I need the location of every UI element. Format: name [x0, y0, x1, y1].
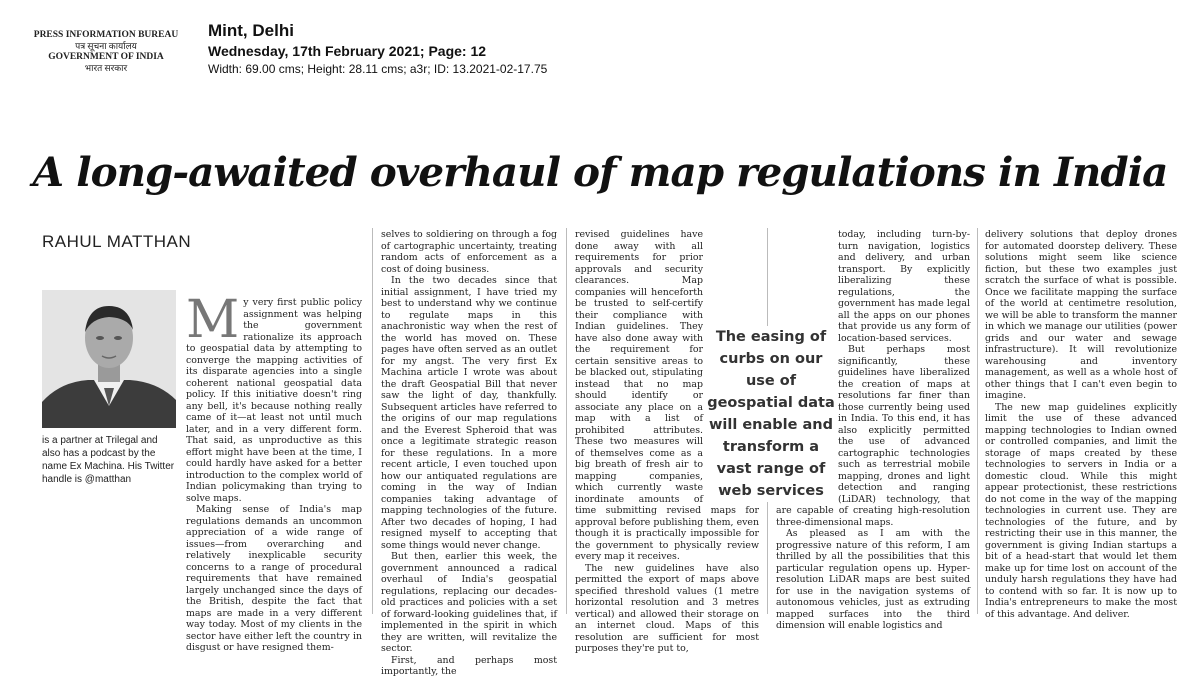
- column-divider: [566, 228, 567, 614]
- paragraph: But perhaps most significantly, these guidelines have liberalized the creation of maps at resolutions far finer than those currently being used in India. To this end, it has also explicitly permitted the use of advanced cartographic technologies such as terrestrial mobile mapping, drones and light detection and ranging (LiDAR) technology, that are capable of creating high-resolution three-dimensional maps.: [776, 344, 970, 528]
- paragraph: As pleased as I am with the progressive nature of this reform, I am thrilled by all the possibilities that this particular regulation opens up. Hyper-resolution LiDAR maps are best suited for use in the navigation systems of autonomous vehicles, just as extruding mapped surfaces into the third dimension will enable logistics and: [776, 528, 970, 631]
- paragraph: today, including turn-by-turn navigation, logistics and delivery, and urban transport. By explicitly liberalizing these regulations, the government has made legal all the apps on our phones that provide us any form of location-based services.: [838, 229, 970, 344]
- paragraph: selves to soldiering on through a fog of cartographic uncertainty, treating random acts of enforcement as a cost of doing business.: [381, 229, 557, 275]
- paragraph: My very first public policy assignment was helping the government rationalize its approach to geospatial data by attempting to converge the mapping activities of its disparate agencies into a single coherent national geospatial data policy. If this initiative doesn't ring any bell, it's because nothing really came of it—at least not until much later, and in a very different form. That said, as unproductive as this effort might have been at the time, I could hardly have asked for a better introduction to the complex world of Indian policymaking than trying to solve maps.: [186, 290, 362, 504]
- bureau-name: PRESS INFORMATION BUREAU: [33, 30, 179, 40]
- author-byline: RAHUL MATTHAN: [42, 232, 192, 251]
- paragraph: But then, earlier this week, the government announced a radical overhaul of India's geospatial regulations, replacing our decades-old practices and policies with a set of forward-looking guidelines that, if implemented in the spirit in which they are written, will revitalize the sector.: [381, 551, 557, 654]
- article-headline: A long-awaited overhaul of map regulations in India: [32, 148, 1168, 196]
- article-column-5: [985, 229, 1177, 620]
- author-photo: [42, 290, 176, 428]
- bureau-name-hindi: पत्र सूचना कार्यालय: [75, 41, 137, 51]
- paragraph: delivery solutions that deploy drones for automated doorstep delivery. These solutions might seem like science fiction, but these two examples just scratch the surface of what is possible. Once we facilitate mapping the surface of the world at centimetre resolution, we will be able to transform the manner in which we manage our utilities (power grids and our water and sewage infrastructure). It will revolutionize warehousing and inventory management, as well as a whole host of other things that I can't even begin to imagine.: [985, 229, 1177, 401]
- drop-cap: M: [186, 290, 240, 350]
- column-divider: [977, 228, 978, 614]
- publication-name: Mint, Delhi: [208, 21, 294, 40]
- author-bio: is a partner at Trilegal and also has a podcast by the name Ex Machina. His Twitter handle is @matthan: [42, 435, 175, 485]
- paragraph: revised guidelines have done away with all requirements for prior approvals and security clearances. Map companies will henceforth be trusted to self-certify their compliance with Indian guidelines. They have also done away with the requirement for certain sensitive areas to be blacked out, stipulating instead that no map should identify or associate any place on a map with a list of prohibited attributes. These two measures will of themselves come as a big breath of fresh air to mapping companies, which currently waste inordinate amounts of time submitting revised maps for approval before publishing them, even though it is practically impossible for the government to physically review every map it receives.: [575, 229, 759, 562]
- paragraph: The new map guidelines explicitly limit the use of these advanced mapping technologies to Indian owned or controlled companies, and limit the storage of maps created by these technologies to servers in India or a domestic cloud. While this might appear protectionist, these restrictions do not come in the way of the mapping technologies in current use. They are technologies of the future, and by restricting their use in this manner, the government is giving Indian startups a bit of a head-start that would let them make up for time lost on account of the unduly harsh regulations they have had to contend with so far. It is now up to India's entrepreneurs to make the most of this advantage. And deliver.: [985, 401, 1177, 620]
- pib-masthead: [8, 30, 204, 74]
- pull-quote: The easing of curbs on our use of geospatial data will enable and transform a vast range of web services: [706, 326, 836, 502]
- publication-date: Wednesday, 17th February 2021; Page: 12: [208, 43, 487, 59]
- paragraph: In the two decades since that initial assignment, I have tried my best to understand why we continue to regulate maps in this anachronistic way when the rest of the world has moved on. These pages have often served as an outlet for my angst. The very first Ex Machina article I wrote was about the draft Geospatial Bill that never saw the light of day, thankfully. Subsequent articles have referred to the origins of our map regulations and the Everest Spheroid that was once a legitimate strategic reason for these regulations. In a more recent article, I even touched upon how our antiquated regulations are coming in the way of Indian companies taking advantage of mapping technologies of the future. After two decades of hoping, I had resigned myself to accepting that some things would never change.: [381, 275, 557, 551]
- column-divider: [372, 228, 373, 614]
- article-column-1: [186, 290, 362, 653]
- government-name-hindi: भारत सरकार: [84, 63, 128, 73]
- government-name: GOVERNMENT OF INDIA: [48, 52, 164, 62]
- paragraph: Making sense of India's map regulations demands an uncommon appreciation of a wide range of issues—from overarching and relatively inexplicable security concerns to a range of procedural requirements that have remained largely unchanged since the days of the British, despite the fact that maps are made in a very different way today. Most of my clients in the sector have either left the country in disgust or have resigned them-: [186, 504, 362, 653]
- paragraph: First, and perhaps most importantly, the: [381, 654, 557, 677]
- paragraph: The new guidelines have also permitted the export of maps above specified threshold values (1 metre horizontal resolution and 3 metres vertical) and allowed their storage on an internet cloud. Maps of this resolution are sufficient for most purposes they're put to,: [575, 562, 759, 654]
- clipping-meta: [208, 20, 547, 78]
- article-column-2: [381, 229, 557, 677]
- clipping-dimensions: Width: 69.00 cms; Height: 28.11 cms; a3r; ID: 13.2021-02-17.75: [208, 62, 548, 76]
